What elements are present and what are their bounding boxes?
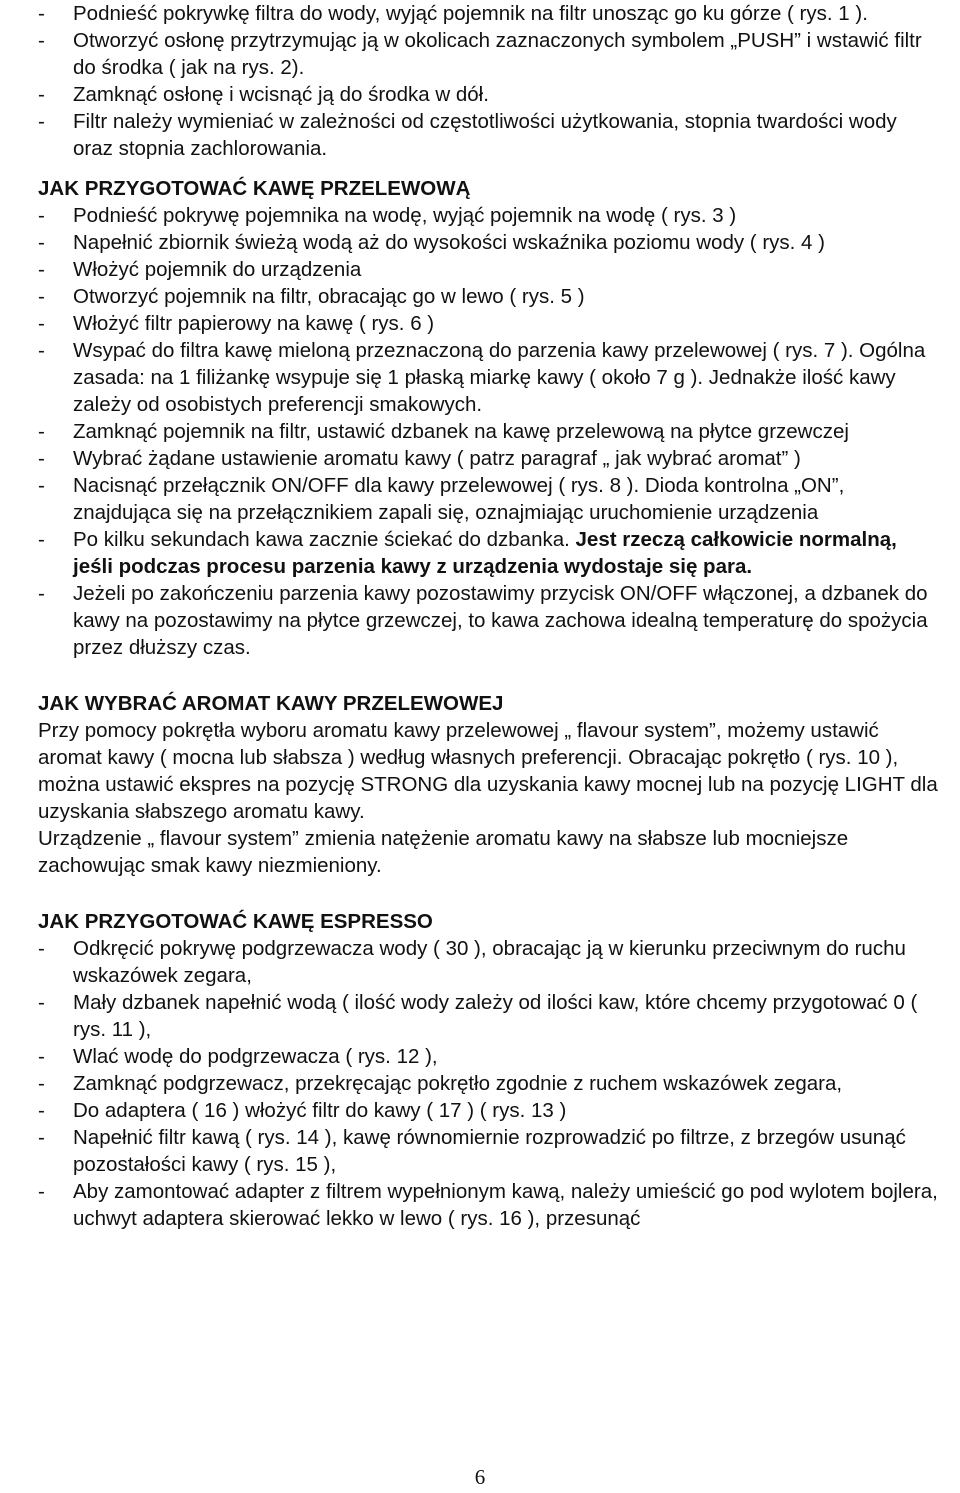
list-item: - Filtr należy wymieniać w zależności od częstotliwości użytkowania, stopnia twardości wody oraz stopnia zachlorowania. [38, 108, 938, 162]
list-item: - Odkręcić pokrywę podgrzewacza wody ( 30 ), obracając ją w kierunku przeciwnym do ruchu wskazówek zegara, [38, 935, 938, 989]
aroma-paragraph-1: Przy pomocy pokrętła wyboru aromatu kawy przelewowej „ flavour system”, możemy ustawić aromat kawy ( mocna lub słabsza ) według własnych preferencji. Obracając pokrętło ( rys. 10 ), można ustawić ekspres na pozycję STRONG dla uzyskania kawy mocnej lub na pozycję LIGHT dla uzyskania słabszego aromatu kawy. [38, 719, 938, 823]
list-item: - Wsypać do filtra kawę mieloną przeznaczoną do parzenia kawy przelewowej ( rys. 7 ). Ogólna zasada: na 1 filiżankę wsypuje się 1 płaską miarkę kawy ( około 7 g ). Jednakże ilość kawy zależy od osobistych preferencji smakowych. [38, 337, 938, 418]
list-item: - Napełnić filtr kawą ( rys. 14 ), kawę równomiernie rozprowadzić po filtrze, z brzegów usunąć pozostałości kawy ( rys. 15 ), [38, 1124, 938, 1178]
aroma-paragraph-2: Urządzenie „ flavour system” zmienia natężenie aromatu kawy na słabsze lub mocniejsze zachowując smak kawy niezmieniony. [38, 827, 849, 877]
list-item: - Zamknąć osłonę i wcisnąć ją do środka w dół. [38, 81, 938, 108]
list-item: - Włożyć filtr papierowy na kawę ( rys. 6 ) [38, 310, 938, 337]
list-item: - Otworzyć osłonę przytrzymując ją w okolicach zaznaczonych symbolem „PUSH” i wstawić filtr do środka ( jak na rys. 2). [38, 27, 938, 81]
intro-list [38, 0, 938, 162]
list-item: - Jeżeli po zakończeniu parzenia kawy pozostawimy przycisk ON/OFF włączonej, a dzbanek do kawy na pozostawimy na płytce grzewczej, to kawa zachowa idealną temperaturę do spożycia przez dłuższy czas. [38, 580, 938, 661]
list-item: - Mały dzbanek napełnić wodą ( ilość wody zależy od ilości kaw, które chcemy przygotować 0 ( rys. 11 ), [38, 989, 938, 1043]
list-item: - Zamknąć pojemnik na filtr, ustawić dzbanek na kawę przelewową na płytce grzewczej [38, 418, 938, 445]
list-item: - Otworzyć pojemnik na filtr, obracając go w lewo ( rys. 5 ) [38, 283, 938, 310]
list-item: - Wybrać żądane ustawienie aromatu kawy ( patrz paragraf „ jak wybrać aromat” ) [38, 445, 938, 472]
section-heading-aroma: JAK WYBRAĆ AROMAT KAWY PRZELEWOWEJ [38, 692, 504, 715]
list-item: - Aby zamontować adapter z filtrem wypełnionym kawą, należy umieścić go pod wylotem bojlera, uchwyt adaptera skierować lekko w lewo ( rys. 16 ), przesunąć [38, 1178, 938, 1232]
list-item: - Do adaptera ( 16 ) włożyć filtr do kawy ( 17 ) ( rys. 13 ) [38, 1097, 938, 1124]
list-item: - Zamknąć podgrzewacz, przekręcając pokrętło zgodnie z ruchem wskazówek zegara, [38, 1070, 938, 1097]
list-item: - Napełnić zbiornik świeżą wodą aż do wysokości wskaźnika poziomu wody ( rys. 4 ) [38, 229, 938, 256]
list-item: - Włożyć pojemnik do urządzenia [38, 256, 938, 283]
page-number: 6 [474, 1465, 486, 1489]
list-item: - Wlać wodę do podgrzewacza ( rys. 12 ), [38, 1043, 938, 1070]
list-item: - Nacisnąć przełącznik ON/OFF dla kawy przelewowej ( rys. 8 ). Dioda kontrolna „ON”, znajdująca się na przełącznikiem zapali się, oznajmiając uruchomienie urządzenia [38, 472, 938, 526]
document-page [38, 0, 938, 1232]
list-item: - Podnieść pokrywkę filtra do wody, wyjąć pojemnik na filtr unosząc go ku górze ( rys. 1 ). [38, 0, 938, 27]
list-item: - Podnieść pokrywę pojemnika na wodę, wyjąć pojemnik na wodę ( rys. 3 ) [38, 202, 938, 229]
steam-note: Jest rzeczą całkowicie normalną, jeśli podczas procesu parzenia kawy z urządzenia wydostaje się para. [73, 528, 897, 578]
section-heading-drip-coffee: JAK PRZYGOTOWAĆ KAWĘ PRZELEWOWĄ [38, 177, 471, 200]
section-heading-espresso: JAK PRZYGOTOWAĆ KAWĘ ESPRESSO [38, 910, 433, 933]
dripping-text: Po kilku sekundach kawa zacznie ściekać do dzbanka. [73, 528, 576, 551]
list-item [38, 526, 938, 580]
drip-coffee-steps [38, 202, 938, 661]
espresso-steps [38, 935, 938, 1232]
